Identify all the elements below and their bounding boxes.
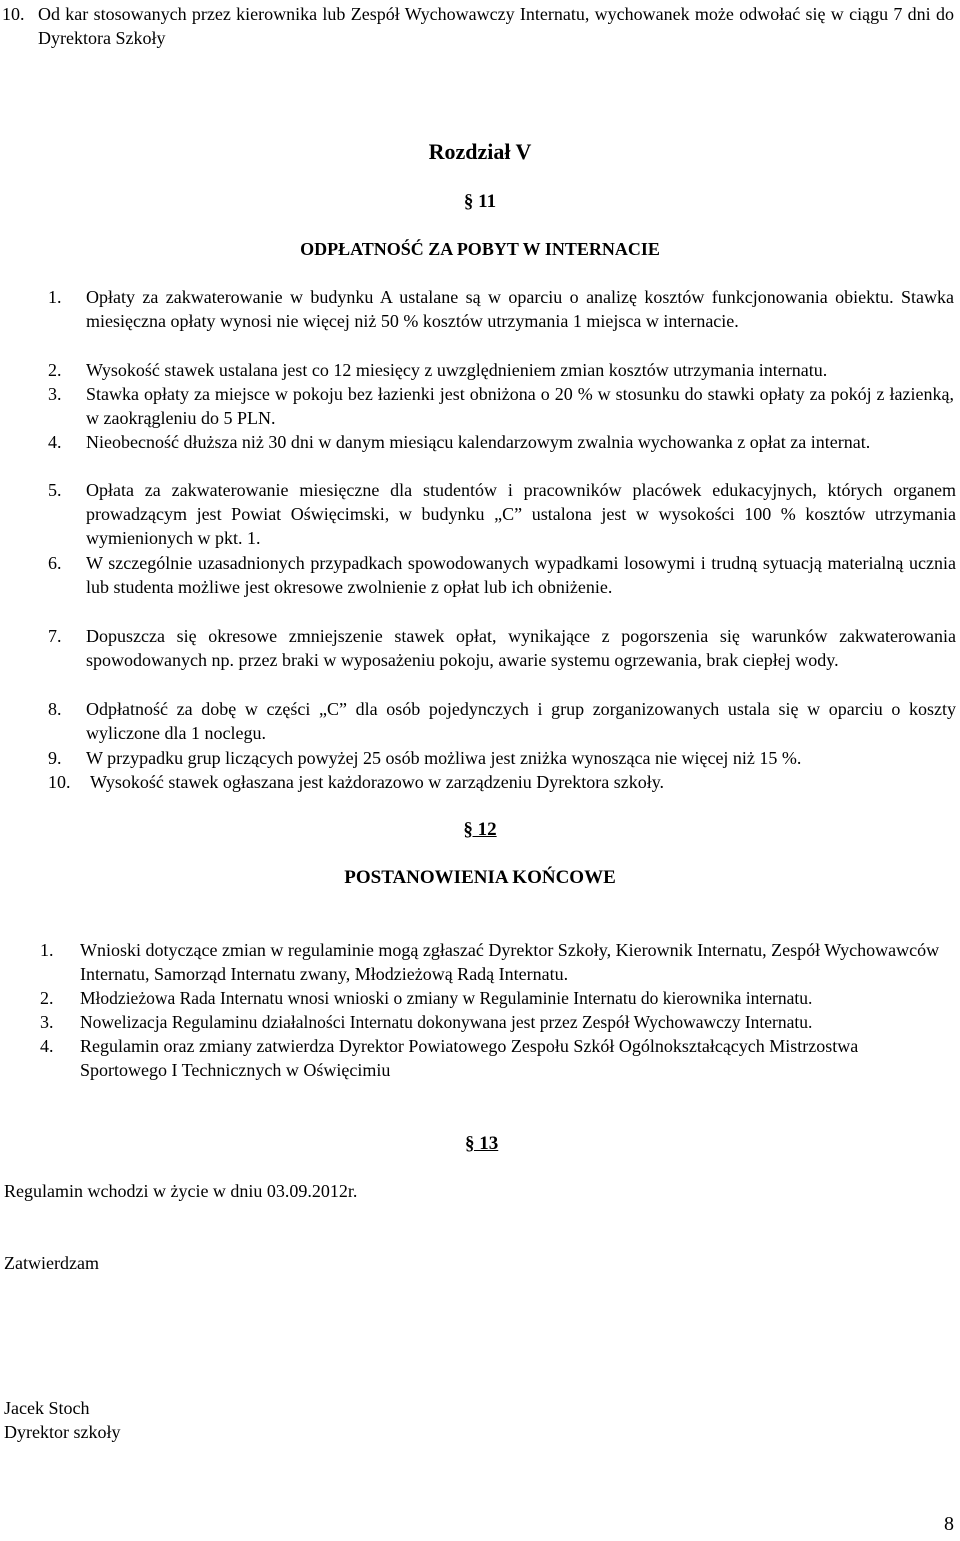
list-item	[0, 478, 960, 550]
list-item	[0, 430, 960, 478]
item-number: 9.	[48, 748, 62, 768]
approval-label: Zatwierdzam	[4, 1253, 99, 1273]
list-item	[0, 746, 960, 770]
list-item	[0, 2, 960, 50]
section-heading: ODPŁATNOŚĆ ZA POBYT W INTERNACIE	[300, 239, 660, 259]
item-text: Odpłatność za dobę w części „C” dla osób pojedynczych i grup zorganizowanych ustala się w oparciu o koszty wyliczone dla 1 noclegu.	[86, 699, 956, 743]
item-number: 6.	[48, 553, 62, 573]
list-item	[0, 382, 960, 430]
item-text: W szczególnie uzasadnionych przypadkach spowodowanych wypadkami losowymi i trudną sytuacją materialną ucznia lub studenta możliwe jest okresowe zwolnienie z opłat lub ich obniżenie.	[86, 553, 956, 597]
item-number: 3.	[48, 384, 62, 404]
item-number: 10.	[48, 772, 71, 792]
item-text: Wysokość stawek ustalana jest co 12 miesięcy z uwzględnieniem zmian kosztów utrzymania internatu.	[86, 360, 828, 380]
item-number: 4.	[40, 1036, 54, 1056]
list-item	[0, 285, 960, 357]
section-marker: § 13	[465, 1133, 499, 1154]
item-text: Młodzieżowa Rada Internatu wnosi wnioski o zmiany w Regulaminie Internatu do kierownika internatu.	[80, 988, 813, 1008]
list-item	[0, 770, 960, 794]
item-text: Dopuszcza się okresowe zmniejszenie stawek opłat, wynikające z pogorszenia się warunków zakwaterowania spowodowanych np. przez braki w wyposażeniu pokoju, awarie systemu ogrzewania, brak ciepłej wody.	[86, 626, 956, 670]
item-text: W przypadku grup liczących powyżej 25 osób możliwa jest zniżka wynosząca nie więcej niż 15 %.	[86, 748, 802, 768]
item-number: 2.	[48, 360, 62, 380]
signatory-name: Jacek Stoch	[4, 1398, 90, 1418]
item-number: 2.	[40, 988, 54, 1008]
item-number: 5.	[48, 480, 62, 500]
item-text: Stawka opłaty za miejsce w pokoju bez łazienki jest obniżona o 20 % w stosunku do stawki opłaty za pokój z łazienką, w zaokrągleniu do 5 PLN.	[86, 384, 954, 428]
item-number: 1.	[40, 940, 54, 960]
item-number: 8.	[48, 699, 62, 719]
list-item	[0, 358, 960, 382]
item-number: 10.	[2, 4, 25, 24]
item-number: 3.	[40, 1012, 54, 1032]
list-item	[0, 624, 960, 696]
section-marker: § 11	[463, 191, 497, 212]
page-number: 8	[944, 1513, 954, 1535]
section-marker: § 12	[463, 819, 497, 840]
chapter-title: Rozdział V	[428, 139, 532, 164]
list-item	[0, 986, 960, 1010]
list-item	[0, 1010, 960, 1034]
item-number: 4.	[48, 432, 62, 452]
signatory-role: Dyrektor szkoły	[4, 1422, 121, 1442]
list-item	[0, 697, 960, 745]
list-item	[0, 938, 960, 986]
item-text: Od kar stosowanych przez kierownika lub Zespół Wychowawczy Internatu, wychowanek może odwołać się w ciągu 7 dni do Dyrektora Szkoły	[38, 4, 954, 48]
item-text: Nowelizacja Regulaminu działalności Internatu dokonywana jest przez Zespół Wychowawczy Internatu.	[80, 1012, 813, 1032]
item-number: 7.	[48, 626, 62, 646]
item-number: 1.	[48, 287, 62, 307]
item-text: Opłata za zakwaterowanie miesięczne dla studentów i pracowników placówek edukacyjnych, których organem prowadzącym jest Powiat Oświęcimski, w budynku „C” ustalona jest w wysokości 100 % kosztów utrzymania wymienionych w pkt. 1.	[86, 480, 956, 548]
item-text: Regulamin oraz zmiany zatwierdza Dyrektor Powiatowego Zespołu Szkół Ogólnokształcących Mistrzostwa Sportowego I Technicznych w Oświęcimiu	[80, 1036, 859, 1080]
item-text: Wysokość stawek ogłaszana jest każdorazowo w zarządzeniu Dyrektora szkoły.	[90, 772, 665, 792]
item-text: Wnioski dotyczące zmian w regulaminie mogą zgłaszać Dyrektor Szkoły, Kierownik Internatu, Zespół Wychowawców Internatu, Samorząd Internatu zwany, Młodzieżową Radą Internatu.	[80, 940, 940, 984]
list-item	[0, 1034, 960, 1082]
item-text: Opłaty za zakwaterowanie w budynku A ustalane są w oparciu o analizę kosztów funkcjonowania obiektu. Stawka miesięczna opłaty wynosi nie więcej niż 50 % kosztów utrzymania 1 miejsca w internacie.	[86, 287, 954, 331]
section-heading: POSTANOWIENIA KOŃCOWE	[344, 867, 616, 888]
list-item	[0, 551, 960, 623]
effective-date-text: Regulamin wchodzi w życie w dniu 03.09.2012r.	[4, 1181, 358, 1201]
item-text: Nieobecność dłuższa niż 30 dni w danym miesiącu kalendarzowym zwalnia wychowanka z opłat za internat.	[86, 432, 871, 452]
